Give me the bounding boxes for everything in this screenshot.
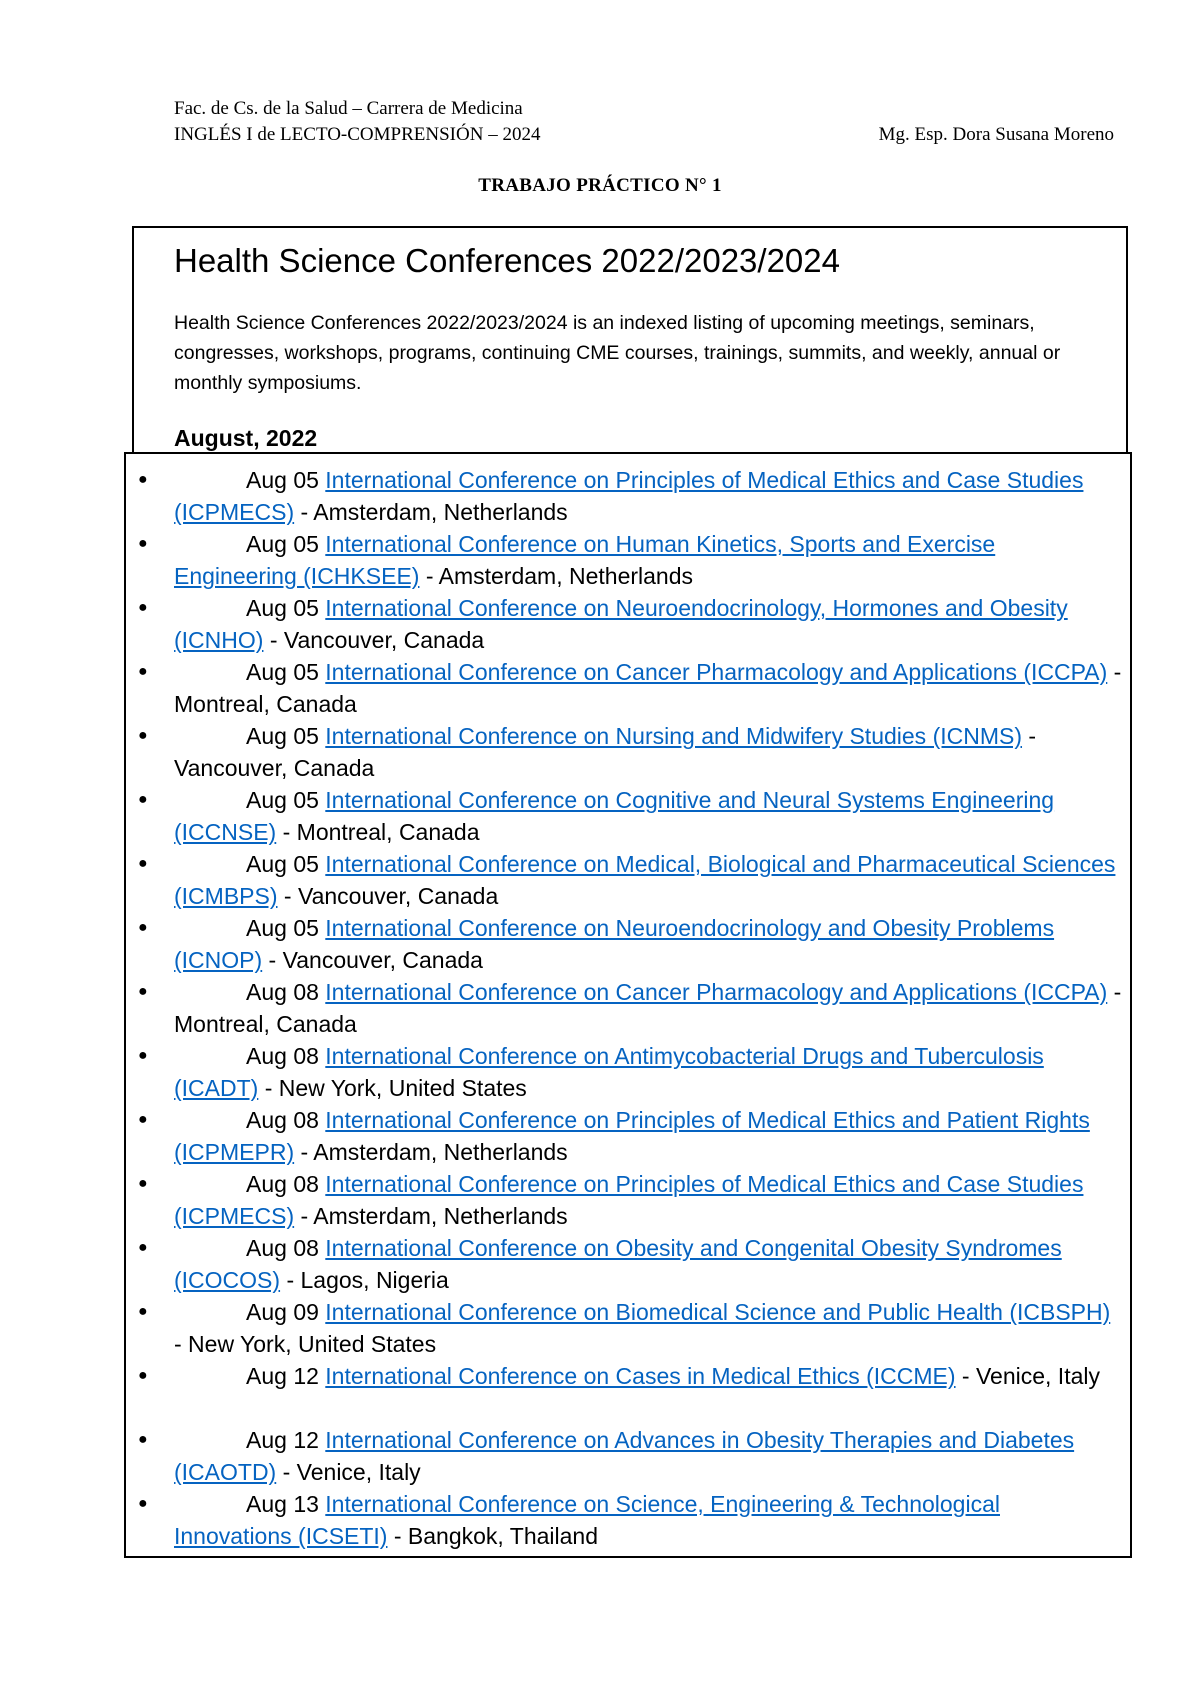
bullet-icon: ●	[138, 1175, 148, 1192]
conference-link[interactable]: International Conference on Nursing and Midwifery Studies (ICNMS)	[325, 723, 1023, 749]
conference-link[interactable]: International Conference on Neuroendocrinology, Hormones and Obesity (ICNHO)	[174, 595, 1068, 653]
conference-list	[126, 464, 1130, 1552]
conference-list-box	[124, 452, 1132, 1558]
conference-item	[126, 912, 1130, 976]
conference-link[interactable]: International Conference on Antimycobacterial Drugs and Tuberculosis (ICADT)	[174, 1043, 1044, 1101]
conference-location: - New York, United States	[174, 1331, 437, 1357]
conference-date: Aug 09	[246, 1299, 319, 1325]
conference-item	[126, 528, 1130, 592]
conference-item	[126, 1488, 1130, 1552]
conference-date: Aug 08	[246, 1043, 319, 1069]
conference-date: Aug 05	[246, 723, 319, 749]
conference-link[interactable]: International Conference on Science, Engineering & Technological Innovations (ICSETI)	[174, 1491, 1000, 1549]
conference-date: Aug 08	[246, 1171, 319, 1197]
conference-location: - Vancouver, Canada	[263, 627, 485, 653]
bullet-icon: ●	[138, 1431, 148, 1448]
conference-link[interactable]: International Conference on Cases in Medical Ethics (ICCME)	[325, 1363, 956, 1389]
conference-location: - Lagos, Nigeria	[280, 1267, 449, 1293]
conference-link[interactable]: International Conference on Cancer Pharmacology and Applications (ICCPA)	[325, 979, 1108, 1005]
bullet-icon: ●	[138, 535, 148, 552]
conference-link[interactable]: International Conference on Advances in Obesity Therapies and Diabetes (ICAOTD)	[174, 1427, 1075, 1485]
conference-item	[126, 1296, 1130, 1360]
conference-item	[126, 784, 1130, 848]
header-course-row	[174, 122, 1114, 148]
conference-date: Aug 05	[246, 787, 319, 813]
conference-date: Aug 05	[246, 595, 319, 621]
bullet-icon: ●	[138, 1495, 148, 1512]
conference-location: - Amsterdam, Netherlands	[294, 1139, 568, 1165]
document-title: Health Science Conferences 2022/2023/2024	[174, 242, 840, 279]
bullet-icon: ●	[138, 1303, 148, 1320]
bullet-icon: ●	[138, 727, 148, 744]
conference-item	[126, 976, 1130, 1040]
bullet-icon: ●	[138, 1047, 148, 1064]
bullet-icon: ●	[138, 855, 148, 872]
conference-date: Aug 08	[246, 979, 319, 1005]
conference-date: Aug 05	[246, 915, 319, 941]
conference-item	[126, 1424, 1130, 1488]
conference-location: - Vancouver, Canada	[262, 947, 483, 973]
conference-item	[126, 656, 1130, 720]
conference-item	[126, 1168, 1130, 1232]
conference-link[interactable]: International Conference on Biomedical Science and Public Health (ICBSPH)	[325, 1299, 1111, 1325]
conference-link[interactable]: International Conference on Cognitive and Neural Systems Engineering (ICCNSE)	[174, 787, 1055, 845]
conference-item	[126, 1104, 1130, 1168]
header-faculty: Fac. de Cs. de la Salud – Carrera de Medicina	[174, 98, 523, 119]
conference-link[interactable]: International Conference on Human Kinetics, Sports and Exercise Engineering (ICHKSEE)	[174, 531, 996, 589]
conference-location: - New York, United States	[258, 1075, 527, 1101]
bullet-icon: ●	[138, 1367, 148, 1384]
conference-link[interactable]: International Conference on Principles of Medical Ethics and Case Studies (ICPMECS)	[174, 467, 1084, 525]
conference-link[interactable]: International Conference on Neuroendocrinology and Obesity Problems (ICNOP)	[174, 915, 1055, 973]
bullet-icon: ●	[138, 1239, 148, 1256]
conference-location: - Bangkok, Thailand	[387, 1523, 599, 1549]
assignment-title: TRABAJO PRÁCTICO N° 1	[478, 175, 722, 196]
bullet-icon: ●	[138, 599, 148, 616]
document-intro: Health Science Conferences 2022/2023/2024 is an indexed listing of upcoming meetings, seminars, congresses, workshops, programs, continuing CME courses, trainings, summits, and weekly, annual or monthly symposiums.	[174, 312, 1061, 394]
conference-date: Aug 05	[246, 467, 319, 493]
conference-location: - Venice, Italy	[955, 1363, 1100, 1389]
conference-date: Aug 05	[246, 531, 319, 557]
conference-item	[126, 1040, 1130, 1104]
intro-box	[132, 226, 1128, 452]
conference-location: - Montreal, Canada	[174, 659, 1122, 717]
conference-item	[126, 720, 1130, 784]
bullet-icon: ●	[138, 471, 148, 488]
conference-location: - Amsterdam, Netherlands	[294, 499, 568, 525]
conference-date: Aug 08	[246, 1107, 319, 1133]
conference-date: Aug 05	[246, 659, 319, 685]
conference-date: Aug 08	[246, 1235, 319, 1261]
conference-item	[126, 1232, 1130, 1296]
conference-link[interactable]: International Conference on Principles of Medical Ethics and Patient Rights (ICPMEPR)	[174, 1107, 1090, 1165]
conference-date: Aug 05	[246, 851, 319, 877]
conference-item	[126, 1360, 1130, 1424]
conference-item	[126, 848, 1130, 912]
conference-date: Aug 12	[246, 1363, 319, 1389]
document-header	[174, 96, 1114, 148]
bullet-icon: ●	[138, 919, 148, 936]
conference-link[interactable]: International Conference on Principles of Medical Ethics and Case Studies (ICPMECS)	[174, 1171, 1084, 1229]
month-heading: August, 2022	[174, 425, 318, 451]
conference-location: - Montreal, Canada	[174, 979, 1122, 1037]
conference-location: - Venice, Italy	[276, 1459, 421, 1485]
conference-location: - Montreal, Canada	[276, 819, 480, 845]
conference-location: - Amsterdam, Netherlands	[419, 563, 694, 589]
bullet-icon: ●	[138, 983, 148, 1000]
bullet-icon: ●	[138, 663, 148, 680]
conference-link[interactable]: International Conference on Obesity and Congenital Obesity Syndromes (ICOCOS)	[174, 1235, 1062, 1293]
bullet-icon: ●	[138, 791, 148, 808]
conference-link[interactable]: International Conference on Cancer Pharmacology and Applications (ICCPA)	[325, 659, 1108, 685]
conference-location: - Amsterdam, Netherlands	[294, 1203, 568, 1229]
bullet-icon: ●	[138, 1111, 148, 1128]
conference-date: Aug 12	[246, 1427, 319, 1453]
conference-item	[126, 592, 1130, 656]
conference-item	[126, 464, 1130, 528]
conference-link[interactable]: International Conference on Medical, Biological and Pharmaceutical Sciences (ICMBPS)	[174, 851, 1116, 909]
conference-location: - Vancouver, Canada	[277, 883, 499, 909]
header-teacher: Mg. Esp. Dora Susana Moreno	[878, 124, 1114, 145]
conference-location: - Vancouver, Canada	[174, 723, 1037, 781]
header-course: INGLÉS I de LECTO-COMPRENSIÓN – 2024	[174, 124, 541, 145]
conference-date: Aug 13	[246, 1491, 319, 1517]
